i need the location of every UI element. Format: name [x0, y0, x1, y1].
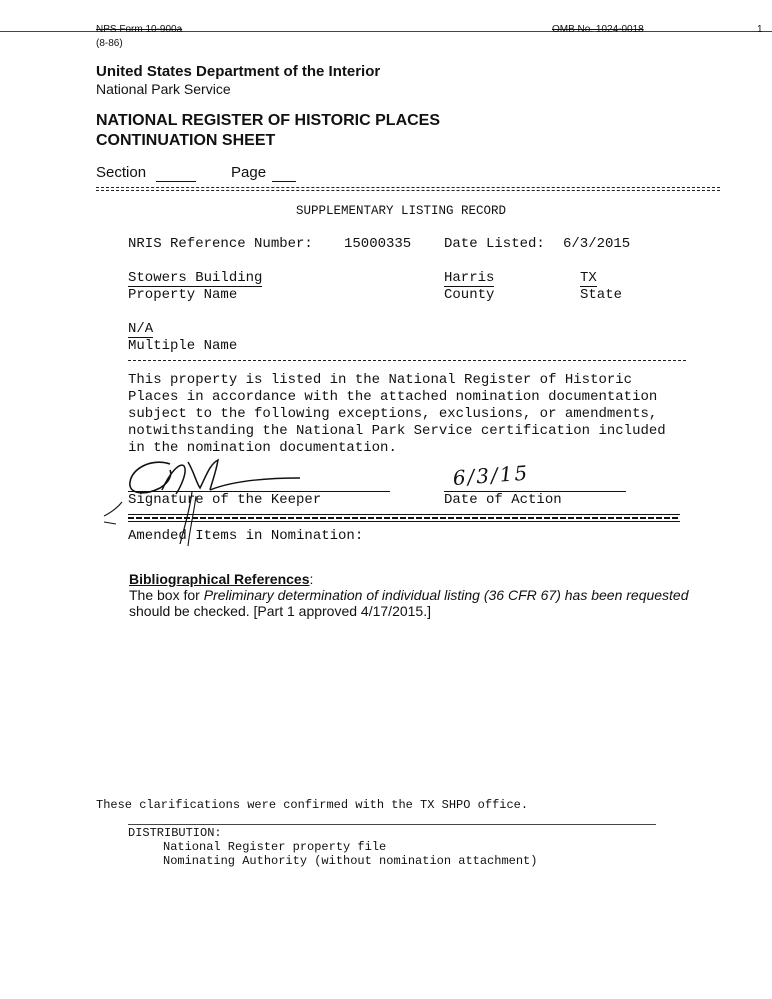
county-label: County [444, 287, 495, 303]
signature-label: Signature of the Keeper [128, 492, 322, 508]
page-label: Page [231, 164, 267, 181]
double-rule [128, 514, 680, 522]
multiple-name-label: Multiple Name [128, 338, 238, 354]
distribution-label: DISTRIBUTION: [128, 826, 222, 840]
state-value: TX [580, 270, 597, 286]
section-blank [156, 181, 196, 182]
form-number: NPS Form 10-900a [96, 24, 183, 35]
statement-line: subject to the following exceptions, exclusions, or amendments, [128, 406, 658, 422]
statement-line: Places in accordance with the attached nomination documentation [128, 389, 658, 405]
distribution-item: National Register property file [163, 840, 387, 854]
distribution-item: Nominating Authority (without nomination attachment) [163, 854, 538, 868]
biblio-heading: Bibliographical References [129, 571, 310, 587]
clarification-note: These clarifications were confirmed with the TX SHPO office. [96, 798, 529, 812]
section-label: Section [96, 164, 147, 181]
nris-value: 15000335 [344, 236, 412, 252]
department-name: United States Department of the Interior [96, 63, 381, 80]
statement-line: in the nomination documentation. [128, 440, 397, 456]
service-name: National Park Service [96, 81, 231, 97]
record-heading: SUPPLEMENTARY LISTING RECORD [296, 204, 507, 218]
form-date: (8-86) [96, 38, 123, 49]
page-blank [272, 181, 296, 182]
biblio-text-prefix: The box for [129, 587, 204, 603]
property-name-value: Stowers Building [128, 270, 263, 286]
multiple-name-value: N/A [128, 321, 154, 337]
page-title: NATIONAL REGISTER OF HISTORIC PLACES [96, 112, 441, 129]
county-value: Harris [444, 270, 495, 286]
statement-line: This property is listed in the National Register of Historic [128, 372, 633, 388]
biblio-text-italic: Preliminary determination of individual listing (36 CFR 67) has been requested [203, 587, 689, 603]
distribution-rule [128, 824, 656, 825]
double-separator [96, 187, 720, 191]
statement-line: notwithstanding the National Park Service certification included [128, 423, 666, 439]
property-name-label: Property Name [128, 287, 238, 303]
biblio-text-line2: should be checked. [Part 1 approved 4/17/2015.] [129, 603, 431, 619]
date-listed-value: 6/3/2015 [563, 236, 631, 252]
amended-label: Amended Items in Nomination: [128, 528, 364, 544]
page-mark: 1 [757, 24, 763, 35]
handwritten-date: 6/3/15 [452, 460, 530, 490]
biblio-heading-colon: : [309, 571, 314, 587]
date-action-label: Date of Action [444, 492, 562, 508]
page-subtitle: CONTINUATION SHEET [96, 132, 276, 149]
date-listed-label: Date Listed: [444, 236, 545, 252]
biblio-heading-row [129, 571, 313, 587]
nris-label: NRIS Reference Number: [128, 236, 313, 252]
omb-number: OMB No. 1024-0018 [552, 24, 644, 35]
biblio-text-line1 [129, 587, 689, 603]
dashed-separator [128, 360, 686, 361]
state-label: State [580, 287, 623, 303]
